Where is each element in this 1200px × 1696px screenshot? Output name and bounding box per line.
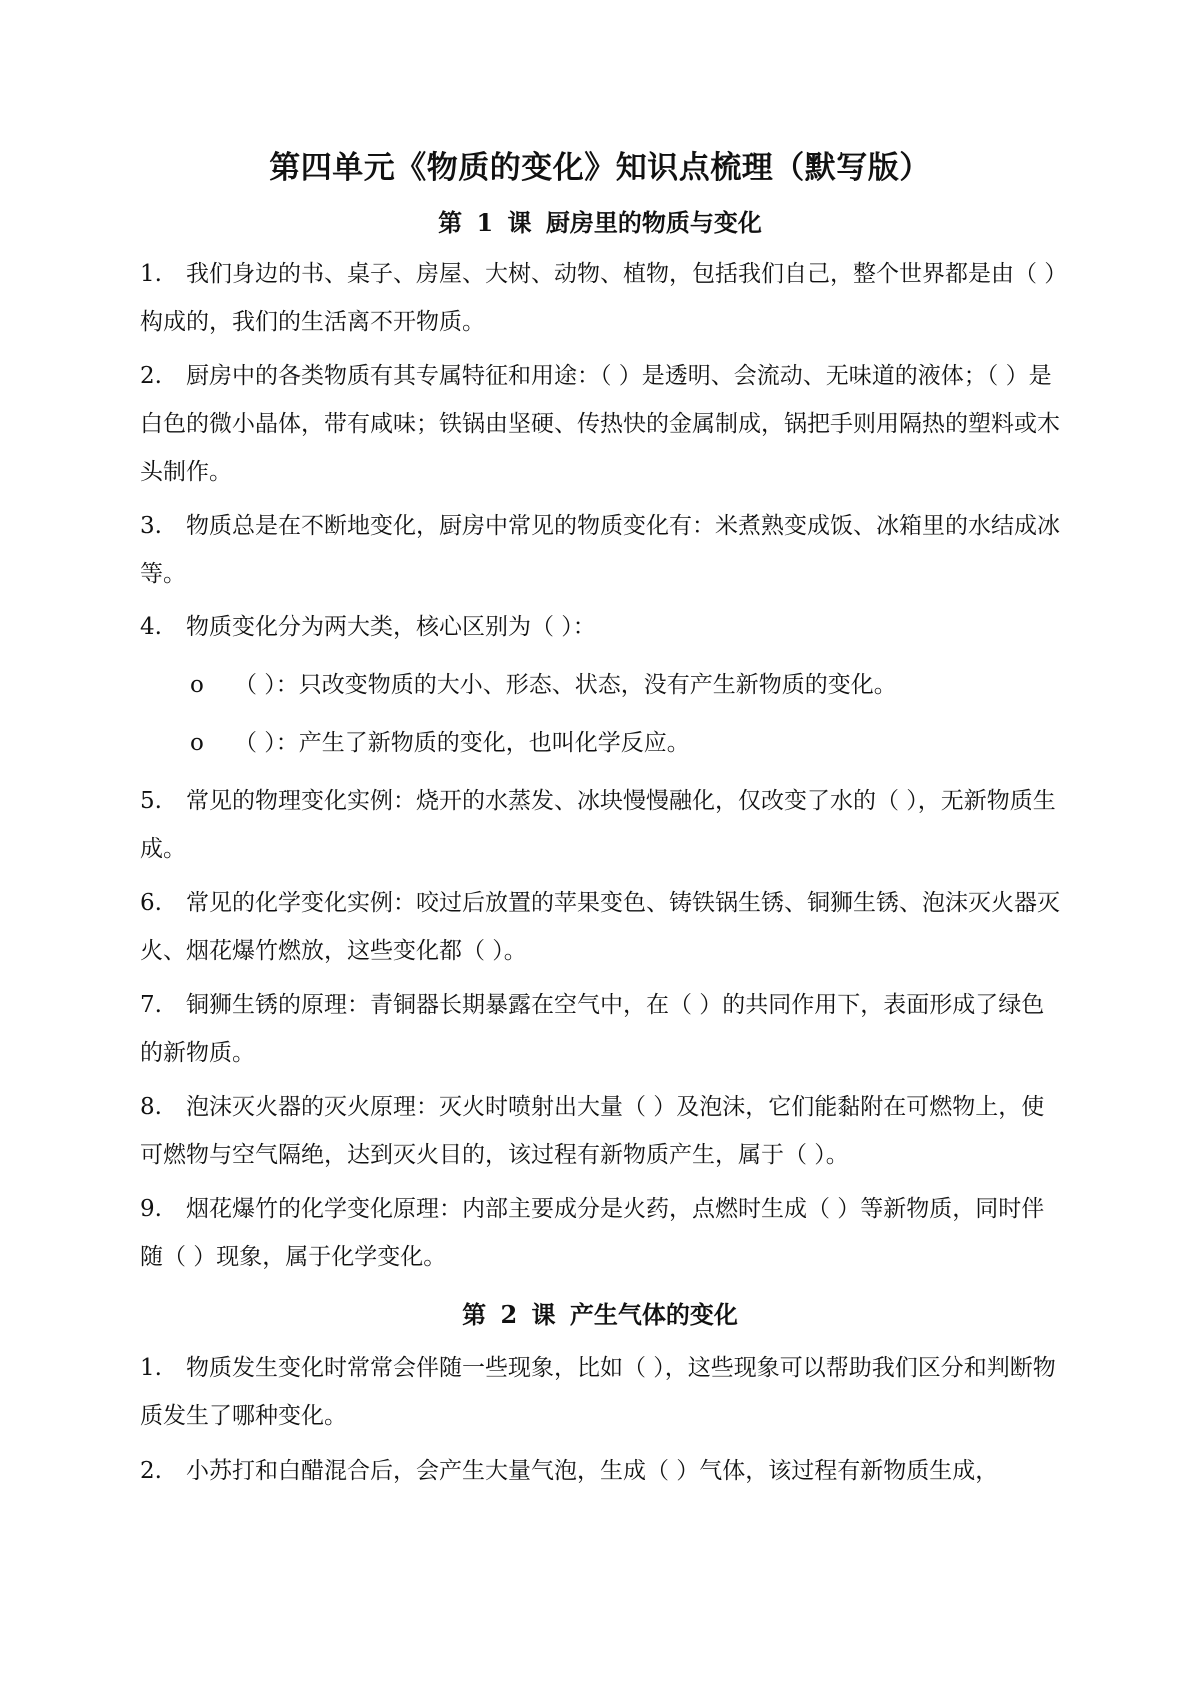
item-text: 厨房中的各类物质有其专属特征和用途：（ ）是透明、会流动、无味道的液体；（ ）是白色的微小晶体，带有咸味；铁锅由坚硬、传热快的金属制成，锅把手则用隔热的塑料或木头制作。 [140,363,1060,485]
item-number: 5. [140,788,162,814]
lesson-1-heading: 第 1 课 厨房里的物质与变化 [438,208,762,237]
item-text: 我们身边的书、桌子、房屋、大树、动物、植物，包括我们自己，整个世界都是由（ ）构成的，我们的生活离不开物质。 [140,261,1056,335]
document-title: 第四单元《物质的变化》知识点梳理（默写版） [269,150,931,186]
item-text: 泡沫灭火器的灭火原理：灭火时喷射出大量（ ）及泡沫，它们能黏附在可燃物上，使可燃物与空气隔绝，达到灭火目的，该过程有新物质产生，属于（ ）。 [140,1094,1045,1168]
item-text: 常见的化学变化实例：咬过后放置的苹果变色、铸铁锅生锈、铜狮生锈、泡沫灭火器灭火、烟花爆竹燃放，这些变化都（ ）。 [140,890,1060,964]
lesson-1-item-4 [140,603,1060,651]
item-number: 8. [140,1094,162,1120]
item-number: 2. [140,1458,162,1484]
item-number: 7. [140,992,162,1018]
item-text: 小苏打和白醋混合后，会产生大量气泡，生成（ ）气体，该过程有新物质生成， [186,1458,999,1484]
item-number: 9. [140,1196,162,1222]
item-text: 烟花爆竹的化学变化原理：内部主要成分是火药，点燃时生成（ ）等新物质，同时伴随（ ）现象，属于化学变化。 [140,1196,1045,1270]
item-number: 1. [140,261,162,287]
item-number: 3. [140,513,162,539]
bullet-text: （ ）：产生了新物质的变化，也叫化学反应。 [234,730,690,756]
lesson-1-item-2 [140,352,1060,496]
lesson-1-item-9 [140,1185,1060,1281]
lesson-1-item-5 [140,777,1060,873]
item-number: 1. [140,1355,162,1381]
item-text: 物质变化分为两大类，核心区别为（ ）： [186,614,596,640]
item-text: 物质总是在不断地变化，厨房中常见的物质变化有：米煮熟变成饭、冰箱里的水结成冰等。 [140,513,1060,587]
item-number: 6. [140,890,162,916]
item-text: 常见的物理变化实例：烧开的水蒸发、冰块慢慢融化，仅改变了水的（ ），无新物质生成。 [140,788,1056,862]
lesson-1-item-1 [140,250,1060,346]
lesson-2-heading: 第 2 课 产生气体的变化 [462,1300,738,1329]
item-number: 4. [140,614,162,640]
bullet-mark: o [190,730,204,756]
bullet-text: （ ）：只改变物质的大小、形态、状态，没有产生新物质的变化。 [234,672,897,698]
lesson-2-item-1 [140,1344,1060,1440]
item-number: 2. [140,363,162,389]
item-text: 铜狮生锈的原理：青铜器长期暴露在空气中，在（ ）的共同作用下，表面形成了绿色的新物质。 [140,992,1045,1066]
lesson-2-item-2 [140,1447,1060,1495]
lesson-1-item-3 [140,502,1060,598]
lesson-1-item-6 [140,879,1060,975]
lesson-1-item-8 [140,1083,1060,1179]
item-text: 物质发生变化时常常会伴随一些现象，比如（ ），这些现象可以帮助我们区分和判断物质发生了哪种变化。 [140,1355,1056,1429]
lesson-1-bullet-physical [190,661,1050,709]
bullet-mark: o [190,672,204,698]
lesson-1-bullet-chemical [190,719,1050,767]
lesson-1-item-7 [140,981,1060,1077]
